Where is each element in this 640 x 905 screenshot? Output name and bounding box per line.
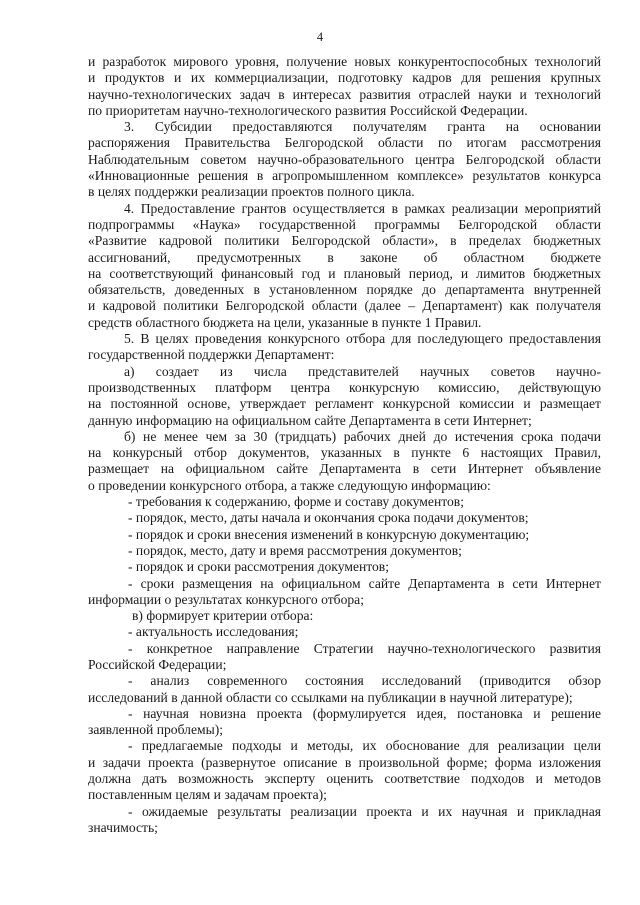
text-line: подпрограммы «Наука» государственной программы Белгородской области: [88, 216, 601, 232]
text-line: - сроки размещения на официальном сайте Департамента в сети Интернет: [128, 575, 601, 591]
text-line: на постоянной основе, утверждает регламент конкурсной комиссии и размещает: [88, 396, 601, 412]
text-line: Российской Федерации;: [88, 656, 227, 672]
text-line: 5. В целях проведения конкурсного отбора для последующего предоставления: [124, 331, 601, 347]
text-line: в целях поддержки реализации проектов полного цикла.: [88, 184, 415, 200]
text-line: и разработок мирового уровня, получение новых конкурентоспособных технологий: [88, 54, 601, 69]
text-line: производственных платформ центра конкурсную комиссию, действующую: [88, 379, 601, 395]
text-line: и кадровой политики Белгородской области (далее – Департамент) как получателя: [88, 298, 601, 314]
text-line: Наблюдательным советом научно-образовательного центра Белгородской области: [88, 151, 601, 167]
text-line: и продуктов и их коммерциализации, подготовку кадров для решения крупных: [88, 70, 601, 86]
text-line: в) формирует критерии отбора:: [132, 608, 314, 624]
text-line: поставленным целям и задачам проекта);: [88, 787, 327, 803]
text-line: и задачи проекта (развернутое описание в произвольной форме; форма изложения: [88, 754, 601, 770]
text-line: «Инновационные решения в агропромышленном комплексе» результатов конкурса: [88, 168, 601, 184]
text-line: - научная новизна проекта (формулируется идея, постановка и решение: [128, 705, 601, 721]
text-line: исследований в данной области со ссылками на публикации в научной литературе);: [88, 689, 573, 705]
text-line: - порядок и сроки рассмотрения документов;: [128, 559, 390, 575]
text-line: б) не менее чем за 30 (тридцать) рабочих дней до истечения срока подачи: [124, 428, 601, 444]
text-line: на конкурсный отбор документов, указанных в пункте 6 настоящих Правил,: [88, 445, 601, 461]
document-body: [88, 54, 601, 836]
text-line: - ожидаемые результаты реализации проекта и их научная и прикладная: [128, 803, 601, 819]
page-number: 4: [316, 30, 324, 44]
text-line: на соответствующий финансовый год и плановый период, и лимитов бюджетных: [88, 265, 601, 281]
text-line: а) создает из числа представителей научных советов научно-: [124, 363, 601, 379]
text-line: - порядок, место, даты начала и окончания срока подачи документов;: [128, 510, 529, 526]
text-line: ассигнований, предусмотренных в законе об областном бюджете: [88, 249, 601, 265]
text-line: государственной поддержки Департамент:: [88, 347, 335, 363]
text-line: средств областного бюджета на цели, указанные в пункте 1 Правил.: [88, 314, 482, 330]
text-line: по приоритетам научно-технологического развития Российской Федерации.: [88, 102, 528, 118]
text-line: обязательств, доведенных в установленном порядке до департамента внутренней: [88, 282, 601, 298]
text-line: 3. Субсидии предоставляются получателям гранта на основании: [124, 119, 601, 135]
text-line: должна дать возможность эксперту оценить соответствие подходов и методов: [88, 771, 601, 787]
text-line: научно-технологических задач в интересах развития отраслей науки и технологий: [88, 86, 601, 102]
text-line: данную информацию на официальном сайте Департамента в сети Интернет;: [88, 412, 532, 428]
text-line: - предлагаемые подходы и методы, их обоснование для реализации цели: [128, 738, 601, 754]
text-line: информации о результатах конкурсного отбора;: [88, 591, 364, 607]
text-line: о проведении конкурсного отбора, а также следующую информацию:: [88, 477, 491, 493]
text-line: размещает на официальном сайте Департамента в сети Интернет объявление: [88, 461, 601, 477]
text-line: распоряжения Правительства Белгородской области по итогам рассмотрения: [88, 135, 601, 151]
text-line: - актуальность исследования;: [128, 624, 299, 640]
text-line: - порядок, место, дату и время рассмотрения документов;: [128, 542, 462, 558]
text-line: значимость;: [88, 819, 158, 835]
text-line: - конкретное направление Стратегии научно-технологического развития: [128, 640, 601, 656]
text-line: - порядок и сроки внесения изменений в конкурсную документацию;: [128, 526, 530, 542]
text-line: - требования к содержанию, форме и составу документов;: [128, 494, 464, 510]
text-line: 4. Предоставление грантов осуществляется в рамках реализации мероприятий: [124, 200, 601, 216]
text-line: заявленной проблемы);: [88, 722, 224, 738]
text-line: «Развитие кадровой политики Белгородской области», в пределах бюджетных: [88, 233, 601, 249]
text-line: - анализ современного состояния исследований (приводится обзор: [128, 673, 601, 689]
